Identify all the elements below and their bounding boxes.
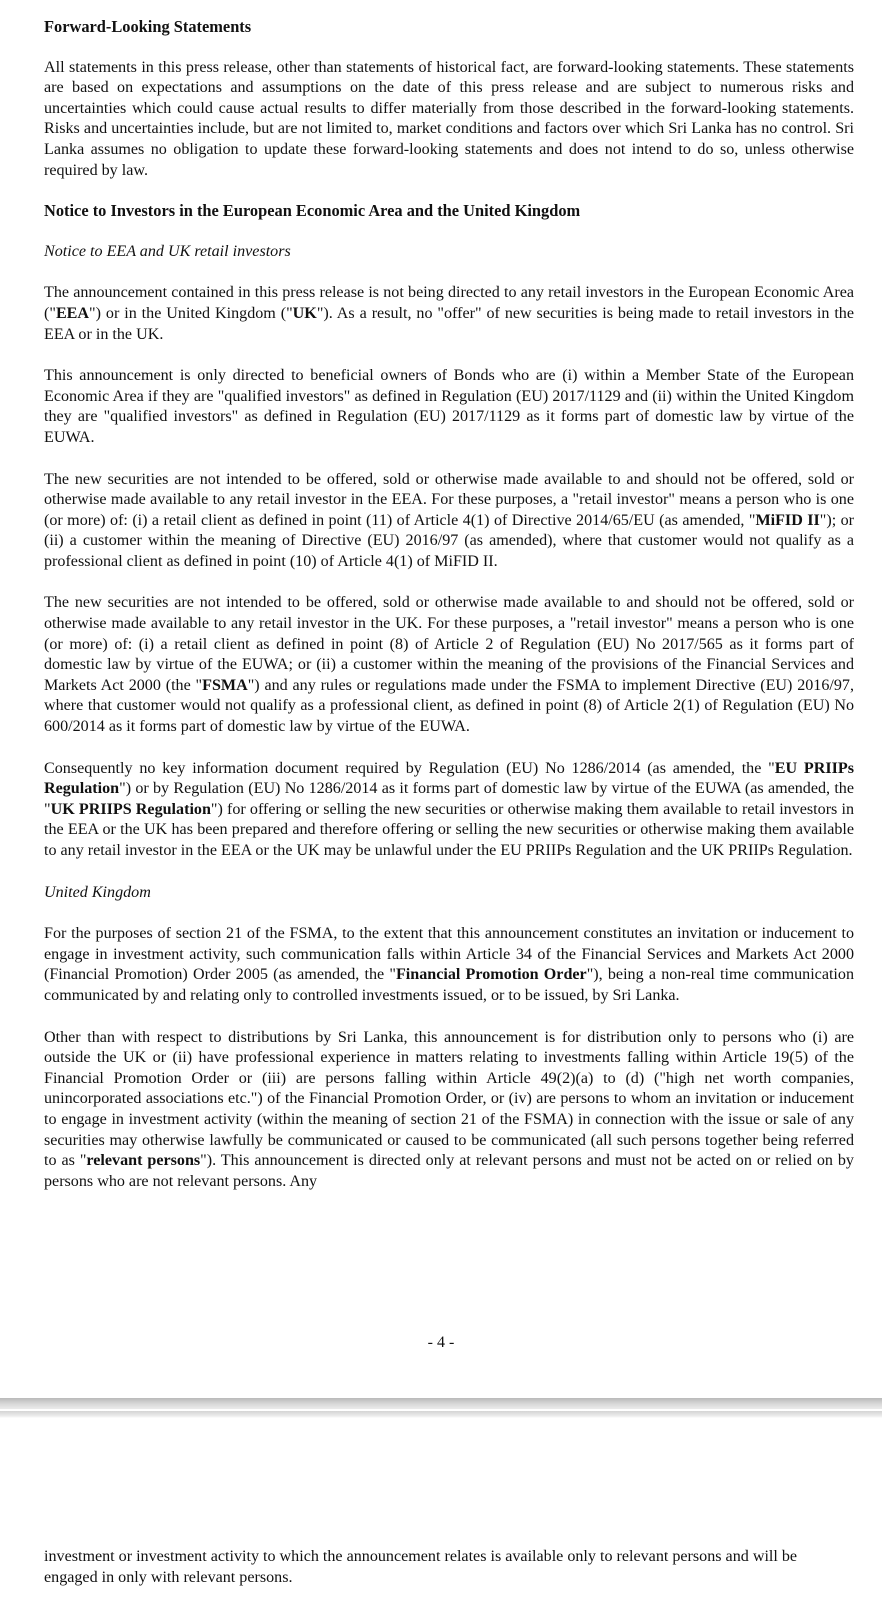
continuation-paragraph: investment or investment activity to which the announcement relates is available only to relevant persons and will be engaged in only with relevant persons. (44, 1548, 798, 1586)
next-page-content (44, 1547, 854, 1588)
eu-priips-term: EU PRIIPs Regulation (44, 759, 854, 798)
page-number: - 4 - (427, 1334, 455, 1351)
relevant-persons-term: relevant persons (86, 1152, 201, 1170)
next-page (0, 1418, 882, 1615)
mifid-term: MiFID II (755, 511, 820, 529)
eea-paragraph-3: The new securities are not intended to be offered, sold or otherwise made available to and should not be offered, sold or otherwise made available to any retail investor in the EEA. For these purposes, a "retail investor" means a person who is one (or more) of: (i) a retail client as defined in point (11) of Article 4(1) of Directive 2014/65/EU (as amended, "MiFID II"); or (ii) a customer within the meaning of Directive (EU) 2016/97 (as amended), where that customer would not qualify as a professional client as defined in point (10) of Article 4(1) of MiFID II. (44, 470, 854, 570)
uk-paragraph-1: For the purposes of section 21 of the FSMA, to the extent that this announcement constitutes an invitation or inducement to engage in investment activity, such communication falls within Article 34 of the Financial Services and Markets Act 2000 (Financial Promotion) Order 2005 (as amended, the "Financial Promotion Order"), being a non-real time communication communicated by and relating only to controlled investments issued, or to be issued, by Sri Lanka. (44, 925, 854, 1004)
fsma-term: FSMA (202, 676, 248, 694)
forward-looking-heading: Forward-Looking Statements (44, 17, 252, 36)
eea-term: EEA (55, 304, 90, 322)
uk-paragraph-2: Other than with respect to distributions by Sri Lanka, this announcement is for distribution only to persons who (i) are outside the UK or (ii) have professional experience in matters relating to investments falling within Article 19(5) of the Financial Promotion Order or (iii) are persons falling within Article 49(2)(a) to (d) ("high net worth companies, unincorporated associations etc.") of the Financial Promotion Order, or (iv) are persons to whom an invitation or inducement to engage in investment activity (within the meaning of section 21 of the FSMA) in connection with the issue or sale of any securities may otherwise lawfully be communicated or caused to be communicated (all such persons together being referred to as "relevant persons"). This announcement is directed only at relevant persons and must not be acted on or relied on by persons who are not relevant persons. Any (44, 1028, 854, 1190)
eea-paragraph-4: The new securities are not intended to be offered, sold or otherwise made available to and should not be offered, sold or otherwise made available to any retail investor in the UK. For these purposes, a "retail investor" means a person who is one (or more) of: (i) a retail client as defined in point (8) of Article 2 of Regulation (EU) No 2017/565 as it forms part of domestic law by virtue of the EUWA; or (ii) a customer within the meaning of the provisions of the Financial Services and Markets Act 2000 (the "FSMA") and any rules or regulations made under the FSMA to implement Directive (EU) 2016/97, where that customer would not qualify as a professional client, as defined in point (8) of Article 2(1) of Regulation (EU) No 600/2014 as it forms part of domestic law by virtue of the EUWA. (44, 594, 854, 736)
eea-uk-retail-subheading: Notice to EEA and UK retail investors (44, 242, 291, 260)
forward-looking-paragraph: All statements in this press release, other than statements of historical fact, are forward-looking statements. These statements are based on expectations and assumptions on the date of this press release and are subject to numerous risks and uncertainties which could cause actual results to differ materially from those described in the forward-looking statements. Risks and uncertainties include, but are not limited to, market conditions and factors over which Sri Lanka has no control. Sri Lanka assumes no obligation to update these forward-looking statements and does not intend to do so, unless otherwise required by law. (44, 58, 854, 179)
eea-paragraph-5: Consequently no key information document required by Regulation (EU) No 1286/2014 (as amended, the "EU PRIIPs Regulation") or by Regulation (EU) No 1286/2014 as it forms part of domestic law by virtue of the EUWA (as amended, the "UK PRIIPS Regulation") for offering or selling the new securities or otherwise making them available to retail investors in the EEA or the UK has been prepared and therefore offering or selling the new securities or otherwise making them available to any retail investor in the EEA or the UK may be unlawful under the EU PRIIPs Regulation and the UK PRIIPs Regulation. (44, 759, 854, 859)
eea-uk-notice-heading: Notice to Investors in the European Economic Area and the United Kingdom (44, 201, 581, 221)
uk-priips-term: UK PRIIPS Regulation (50, 800, 211, 818)
financial-promotion-order-term: Financial Promotion Order (395, 966, 587, 984)
eea-paragraph-2: This announcement is only directed to beneficial owners of Bonds who are (i) within a Member State of the European Economic Area if they are "qualified investors" as defined in Regulation (EU) 2017/1129 and (ii) within the United Kingdom they are "qualified investors" as defined in Regulation (EU) 2017/1129 as it forms part of domestic law by virtue of the EUWA. (44, 367, 854, 446)
page-content (44, 17, 854, 1192)
eea-paragraph-1: The announcement contained in this press release is not being directed to any retail investors in the European Economic Area ("EEA") or in the United Kingdom ("UK"). As a result, no "offer" of new securities is being made to retail investors in the EEA or in the UK. (44, 284, 854, 343)
uk-term: UK (292, 304, 317, 322)
united-kingdom-subheading: United Kingdom (44, 883, 151, 901)
page-break-divider (0, 1398, 882, 1418)
